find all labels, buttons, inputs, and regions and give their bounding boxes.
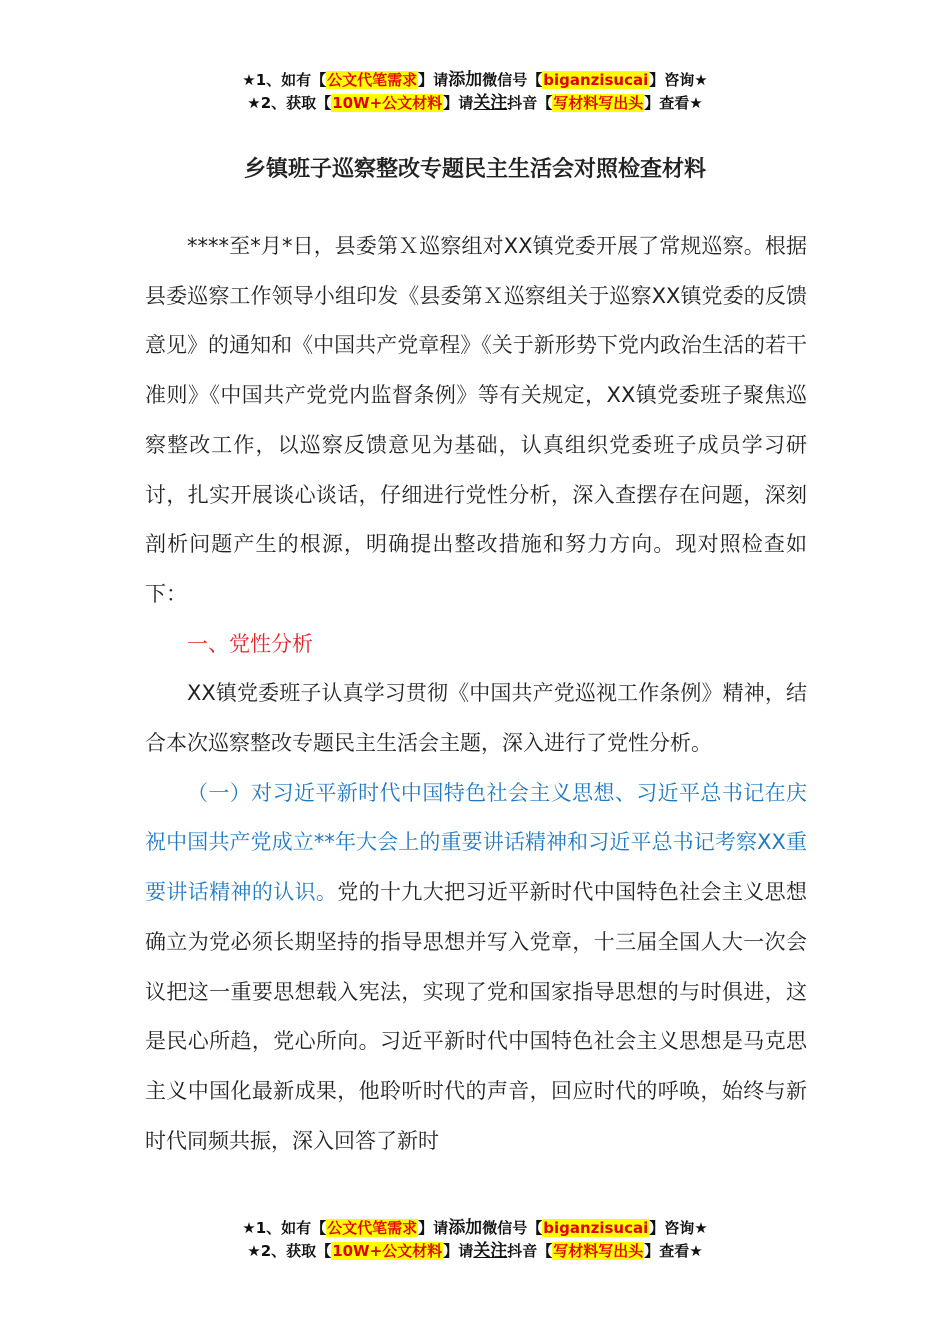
document-body <box>145 222 807 1166</box>
promo-highlight-materials: 10W+公文材料 <box>332 94 443 112</box>
promo-emphasis-follow: 关注 <box>473 1241 508 1261</box>
promo-line-2-text: 】请 <box>443 1242 474 1260</box>
promo-line-2-text-2: 抖音【 <box>507 94 553 112</box>
promo-line-2-suffix: 】查看★ <box>644 1242 703 1260</box>
promo-line-2 <box>0 1240 950 1263</box>
promo-line-1-text-2: 微信号【 <box>482 71 543 89</box>
promo-line-1-text-2: 微信号【 <box>482 1219 543 1237</box>
promo-line-2-prefix: ★2、获取【 <box>247 1242 332 1260</box>
promo-line-2-suffix: 】查看★ <box>644 94 703 112</box>
intro-paragraph: ****至*月*日，县委第Ｘ巡察组对XX镇党委开展了常规巡察。根据县委巡察工作领导小组印发《县委第Ｘ巡察组关于巡察XX镇党委的反馈意见》的通知和《中国共产党章程》《关于新形势下党内政治生活的若干准则》《中国共产党党内监督条例》等有关规定，XX镇党委班子聚焦巡察整改工作，以巡察反馈意见为基础，认真组织党委班子成员学习研讨，扎实开展谈心谈话，仔细进行党性分析，深入查摆存在问题，深刻剖析问题产生的根源，明确提出整改措施和努力方向。现对照检查如下： <box>145 234 807 606</box>
promo-highlight-ghostwriting: 公文代笔需求 <box>327 1219 418 1237</box>
subsection-paragraph <box>145 769 807 1167</box>
bottom-promo-banner <box>0 1217 950 1263</box>
subsection-body: 党的十九大把习近平新时代中国特色社会主义思想确立为党必须长期坚持的指导思想并写入党章，十三届全国人大一次会议把这一重要思想载入宪法，实现了党和国家指导思想的与时俱进，这是民心所趋，党心所向。习近平新时代中国特色社会主义思想是马克思主义中国化最新成果，他聆听时代的声音，回应时代的呼唤，始终与新时代同频共振，深入回答了新时 <box>145 880 808 1153</box>
promo-highlight-douyin: 写材料写出头 <box>553 1242 644 1260</box>
promo-line-2-text-2: 抖音【 <box>507 1242 553 1260</box>
promo-line-2-text: 】请 <box>443 94 474 112</box>
promo-line-2 <box>0 92 950 115</box>
promo-emphasis-follow: 关注 <box>473 93 508 113</box>
promo-line-1 <box>0 69 950 92</box>
top-promo-banner <box>0 69 950 115</box>
document-title: 乡镇班子巡察整改专题民主生活会对照检查材料 <box>243 157 706 182</box>
promo-highlight-ghostwriting: 公文代笔需求 <box>327 71 418 89</box>
subsection-heading: （一）对习近平新时代中国特色社会主义思想、习近平总书记在庆祝中国共产党成立**年大会上的重要讲话精神和习近平总书记考察XX重要讲话精神的认识。 <box>145 780 807 905</box>
promo-line-1-suffix: 】咨询★ <box>649 1219 708 1237</box>
promo-emphasis-add: 添加 <box>448 1218 483 1238</box>
promo-line-1-prefix: ★1、如有【 <box>242 1219 327 1237</box>
promo-highlight-materials: 10W+公文材料 <box>332 1242 443 1260</box>
section-intro-paragraph: XX镇党委班子认真学习贯彻《中国共产党巡视工作条例》精神，结合本次巡察整改专题民主生活会主题，深入进行了党性分析。 <box>145 681 807 756</box>
promo-line-1-text: 】请 <box>418 71 449 89</box>
promo-highlight-wechat-id: biganzisucai <box>543 71 649 89</box>
promo-line-1-prefix: ★1、如有【 <box>242 71 327 89</box>
promo-highlight-douyin: 写材料写出头 <box>553 94 644 112</box>
promo-emphasis-add: 添加 <box>448 70 483 90</box>
section-heading-party-analysis: 一、党性分析 <box>187 631 313 656</box>
promo-line-1 <box>0 1217 950 1240</box>
promo-line-1-text: 】请 <box>418 1219 449 1237</box>
promo-highlight-wechat-id: biganzisucai <box>543 1219 649 1237</box>
promo-line-2-prefix: ★2、获取【 <box>247 94 332 112</box>
promo-line-1-suffix: 】咨询★ <box>649 71 708 89</box>
